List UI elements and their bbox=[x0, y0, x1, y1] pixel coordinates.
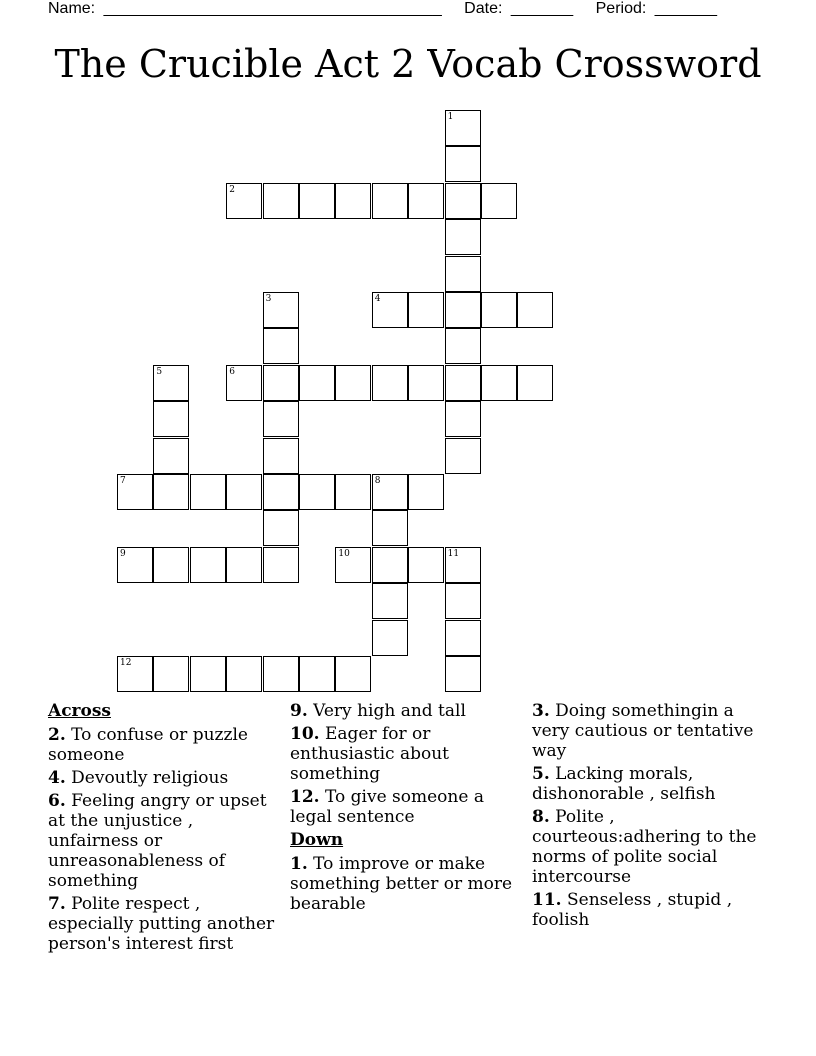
grid-cell[interactable] bbox=[445, 438, 481, 474]
grid-cell[interactable] bbox=[153, 547, 189, 583]
page-title: The Crucible Act 2 Vocab Crossword bbox=[54, 42, 762, 86]
grid-cell[interactable] bbox=[372, 547, 408, 583]
grid-cell[interactable] bbox=[517, 365, 553, 401]
grid-cell[interactable] bbox=[408, 547, 444, 583]
clue-column-3 bbox=[532, 701, 772, 933]
clue-across-7: 7. Polite respect , especially putting another person's interest first bbox=[48, 894, 275, 954]
period-label: Period: bbox=[595, 0, 647, 17]
clue-down-11: 11. Senseless , stupid , foolish bbox=[532, 890, 733, 930]
grid-cell[interactable] bbox=[117, 547, 153, 583]
grid-cell[interactable] bbox=[372, 474, 408, 510]
grid-cell[interactable] bbox=[263, 328, 299, 364]
grid-cell[interactable] bbox=[517, 292, 553, 328]
grid-cell[interactable] bbox=[263, 365, 299, 401]
grid-cell[interactable] bbox=[445, 219, 481, 255]
clue-column-1 bbox=[48, 701, 284, 957]
grid-cell[interactable] bbox=[481, 365, 517, 401]
clue-number: 11 bbox=[447, 548, 460, 559]
grid-cell[interactable] bbox=[263, 438, 299, 474]
grid-cell[interactable] bbox=[445, 183, 481, 219]
clue-down-5: 5. Lacking morals, dishonorable , selfish bbox=[532, 764, 716, 804]
grid-cell[interactable] bbox=[226, 547, 262, 583]
clue-across-6: 6. Feeling angry or upset at the unjustice , unfairness or unreasonableness of something bbox=[48, 791, 267, 891]
grid-cell[interactable] bbox=[263, 183, 299, 219]
grid-cell[interactable] bbox=[117, 474, 153, 510]
clue-number: 9 bbox=[120, 548, 126, 559]
grid-cell[interactable] bbox=[372, 510, 408, 546]
clue-number: 1 bbox=[447, 112, 454, 122]
name-blank[interactable]: ______________________________________ bbox=[103, 0, 442, 17]
grid-cell[interactable] bbox=[299, 474, 335, 510]
clue-number: 3 bbox=[265, 294, 272, 304]
clue-across-9: 9. Very high and tall bbox=[290, 701, 466, 721]
grid-cell[interactable] bbox=[445, 328, 481, 364]
grid-cell[interactable] bbox=[190, 656, 226, 692]
grid-cell[interactable] bbox=[372, 583, 408, 619]
grid-cell[interactable] bbox=[372, 620, 408, 656]
clue-down-3: 3. Doing somethingin a very cautious or tentative way bbox=[532, 701, 754, 761]
across-heading: Across bbox=[48, 701, 111, 721]
grid-cell[interactable] bbox=[445, 547, 481, 583]
clue-down-8: 8. Polite , courteous:adhering to the norms of polite social intercourse bbox=[532, 807, 757, 887]
grid-cell[interactable] bbox=[372, 365, 408, 401]
grid-cell[interactable] bbox=[226, 474, 262, 510]
clue-column-2 bbox=[290, 701, 526, 917]
grid-cell[interactable] bbox=[445, 401, 481, 437]
grid-cell[interactable] bbox=[481, 183, 517, 219]
grid-cell[interactable] bbox=[299, 365, 335, 401]
period-blank[interactable]: _______ bbox=[654, 0, 718, 17]
clue-number: 6 bbox=[229, 366, 235, 377]
grid-cell[interactable] bbox=[335, 547, 371, 583]
grid-cell[interactable] bbox=[263, 474, 299, 510]
grid-cell[interactable] bbox=[226, 365, 262, 401]
grid-cell[interactable] bbox=[335, 656, 371, 692]
grid-cell[interactable] bbox=[408, 365, 444, 401]
grid-cell[interactable] bbox=[263, 656, 299, 692]
grid-cell[interactable] bbox=[445, 620, 481, 656]
grid-cell[interactable] bbox=[153, 474, 189, 510]
grid-cell[interactable] bbox=[481, 292, 517, 328]
grid-cell[interactable] bbox=[445, 146, 481, 182]
grid-cell[interactable] bbox=[153, 438, 189, 474]
grid-cell[interactable] bbox=[445, 365, 481, 401]
grid-cell[interactable] bbox=[408, 474, 444, 510]
clue-number: 5 bbox=[156, 366, 163, 377]
grid-cell[interactable] bbox=[445, 110, 481, 146]
grid-cell[interactable] bbox=[372, 183, 408, 219]
grid-cell[interactable] bbox=[445, 256, 481, 292]
grid-cell[interactable] bbox=[153, 365, 189, 401]
clue-across-2: 2. To confuse or puzzle someone bbox=[48, 725, 248, 765]
clue-number: 7 bbox=[120, 476, 126, 486]
grid-cell[interactable] bbox=[408, 183, 444, 219]
grid-cell[interactable] bbox=[263, 510, 299, 546]
clue-across-4: 4. Devoutly religious bbox=[48, 768, 229, 788]
grid-cell[interactable] bbox=[372, 292, 408, 328]
grid-cell[interactable] bbox=[153, 656, 189, 692]
grid-cell[interactable] bbox=[299, 183, 335, 219]
grid-cell[interactable] bbox=[299, 656, 335, 692]
date-blank[interactable]: _______ bbox=[510, 0, 574, 17]
grid-cell[interactable] bbox=[335, 365, 371, 401]
grid-cell[interactable] bbox=[445, 292, 481, 328]
clue-number: 8 bbox=[374, 476, 381, 486]
grid-cell[interactable] bbox=[445, 656, 481, 692]
grid-cell[interactable] bbox=[445, 583, 481, 619]
date-label: Date: bbox=[464, 0, 503, 17]
grid-cell[interactable] bbox=[335, 474, 371, 510]
clue-number: 2 bbox=[229, 184, 235, 195]
grid-cell[interactable] bbox=[263, 292, 299, 328]
grid-cell[interactable] bbox=[408, 292, 444, 328]
grid-cell[interactable] bbox=[117, 656, 153, 692]
clue-across-12: 12. To give someone a legal sentence bbox=[290, 787, 484, 827]
clue-across-10: 10. Eager for or enthusiastic about something bbox=[290, 724, 449, 784]
grid-cell[interactable] bbox=[190, 547, 226, 583]
name-label: Name: bbox=[48, 0, 96, 17]
grid-cell[interactable] bbox=[226, 656, 262, 692]
grid-cell[interactable] bbox=[226, 183, 262, 219]
grid-cell[interactable] bbox=[263, 401, 299, 437]
grid-cell[interactable] bbox=[153, 401, 189, 437]
grid-cell[interactable] bbox=[335, 183, 371, 219]
clue-down-1: 1. To improve or make something better or more bearable bbox=[290, 854, 513, 914]
grid-cell[interactable] bbox=[263, 547, 299, 583]
down-heading: Down bbox=[290, 830, 344, 850]
clue-number: 12 bbox=[120, 658, 132, 668]
grid-cell[interactable] bbox=[190, 474, 226, 510]
clue-number: 4 bbox=[374, 294, 381, 304]
clue-number: 10 bbox=[338, 548, 350, 559]
